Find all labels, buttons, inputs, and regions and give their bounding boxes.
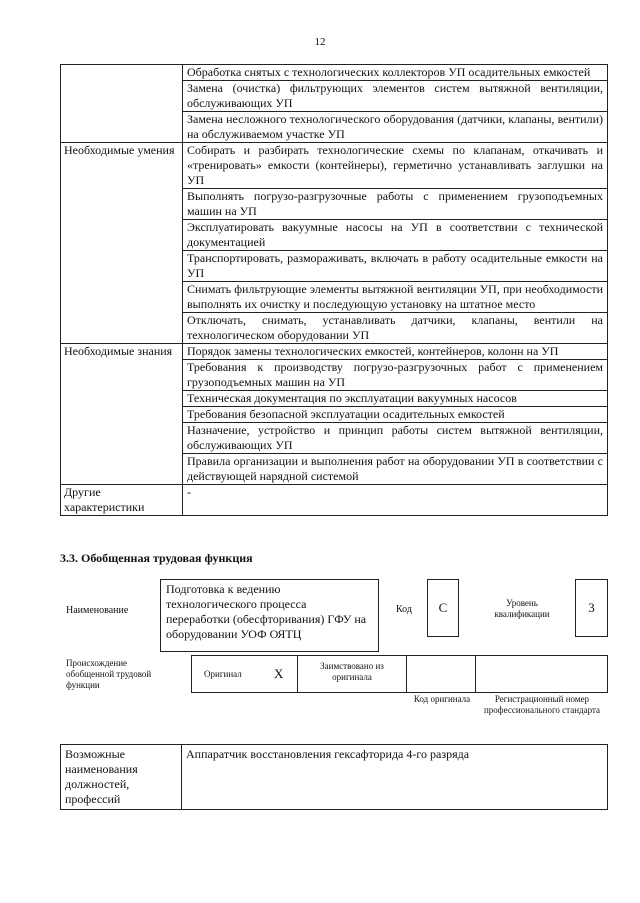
row-text: Порядок замены технологических емкостей, контейнеров, колонн на УП: [183, 344, 608, 360]
original-label: Оригинал: [204, 669, 242, 679]
level-value: 3: [575, 579, 608, 637]
row-text: Правила организации и выполнения работ на оборудовании УП в соответствии с действующей нарядной системой: [183, 454, 608, 485]
table-row: [61, 745, 608, 810]
row-text: Эксплуатировать вакуумные насосы на УП в соответствии с технической документацией: [183, 220, 608, 251]
code-value: C: [427, 579, 459, 637]
table-row: [61, 65, 608, 81]
row-text: -: [183, 485, 608, 516]
page-number: 12: [314, 36, 326, 48]
row-label-other: Другие характеристики: [61, 485, 183, 516]
name-value: Подготовка к ведению технологического процесса переработки (обесфторивания) ГФУ на оборудовании УОФ ОЯТЦ: [160, 579, 379, 652]
row-text: Назначение, устройство и принцип работы систем вытяжной вентиляции, обслуживающих УП: [183, 423, 608, 454]
borrowed-label: Заимствовано из оригинала: [320, 661, 384, 682]
table-row: [61, 485, 608, 516]
row-text: Требования к производству погрузо-разгрузочных работ с применением грузоподъемных машин на УП: [183, 360, 608, 391]
row-text: Снимать фильтрующие элементы вытяжной вентиляции УП, при необходимости выполнять их очистку и последующую установку на штатное место: [183, 282, 608, 313]
table-row: [61, 344, 608, 360]
reg-number-label: Регистрационный номер профессионального стандарта: [483, 694, 601, 715]
positions-value: Аппаратчик восстановления гексафторида 4-го разряда: [182, 745, 608, 810]
row-label-knowledge: Необходимые знания: [61, 344, 183, 485]
original-mark: X: [274, 666, 284, 681]
code-label: Код: [396, 604, 412, 615]
positions-label: Возможные наименования должностей, профессий: [61, 745, 182, 810]
reg-number-cell: [475, 655, 608, 693]
row-text: Замена несложного технологического оборудования (датчики, клапаны, вентили) на обслуживаемом участке УП: [183, 112, 608, 143]
code-original-label: Код оригинала: [413, 694, 471, 704]
row-text: Замена (очистка) фильтрующих элементов систем вытяжной вентиляции, обслуживающих УП: [183, 81, 608, 112]
row-text: Собирать и разбирать технологические схемы по клапанам, откачивать и «тренировать» емкости (контейнеры), герметично устанавливать заглушки на УП: [183, 143, 608, 189]
name-label: Наименование: [66, 605, 129, 616]
row-label-skills: Необходимые умения: [61, 143, 183, 344]
code-original-cell: [406, 655, 476, 693]
row-text: Выполнять погрузо-разгрузочные работы с применением грузоподъемных машин на УП: [183, 189, 608, 220]
row-text: Транспортировать, размораживать, включать в работу осадительные емкости на УП: [183, 251, 608, 282]
row-text: Техническая документация по эксплуатации вакуумных насосов: [183, 391, 608, 407]
table-row: [61, 143, 608, 189]
skills-table: [60, 64, 608, 516]
level-label: Уровень квалификации: [494, 598, 550, 619]
row-text: Обработка снятых с технологических коллекторов УП осадительных емкостей: [183, 65, 608, 81]
row-text: Требования безопасной эксплуатации осадительных емкостей: [183, 407, 608, 423]
origin-label: Происхождение обобщенной трудовой функции: [66, 658, 152, 690]
row-text: Отключать, снимать, устанавливать датчики, клапаны, вентили на технологическом оборудовании УП: [183, 313, 608, 344]
row-label: [61, 65, 183, 143]
section-heading: 3.3. Обобщенная трудовая функция: [60, 551, 253, 565]
positions-table: [60, 744, 608, 810]
